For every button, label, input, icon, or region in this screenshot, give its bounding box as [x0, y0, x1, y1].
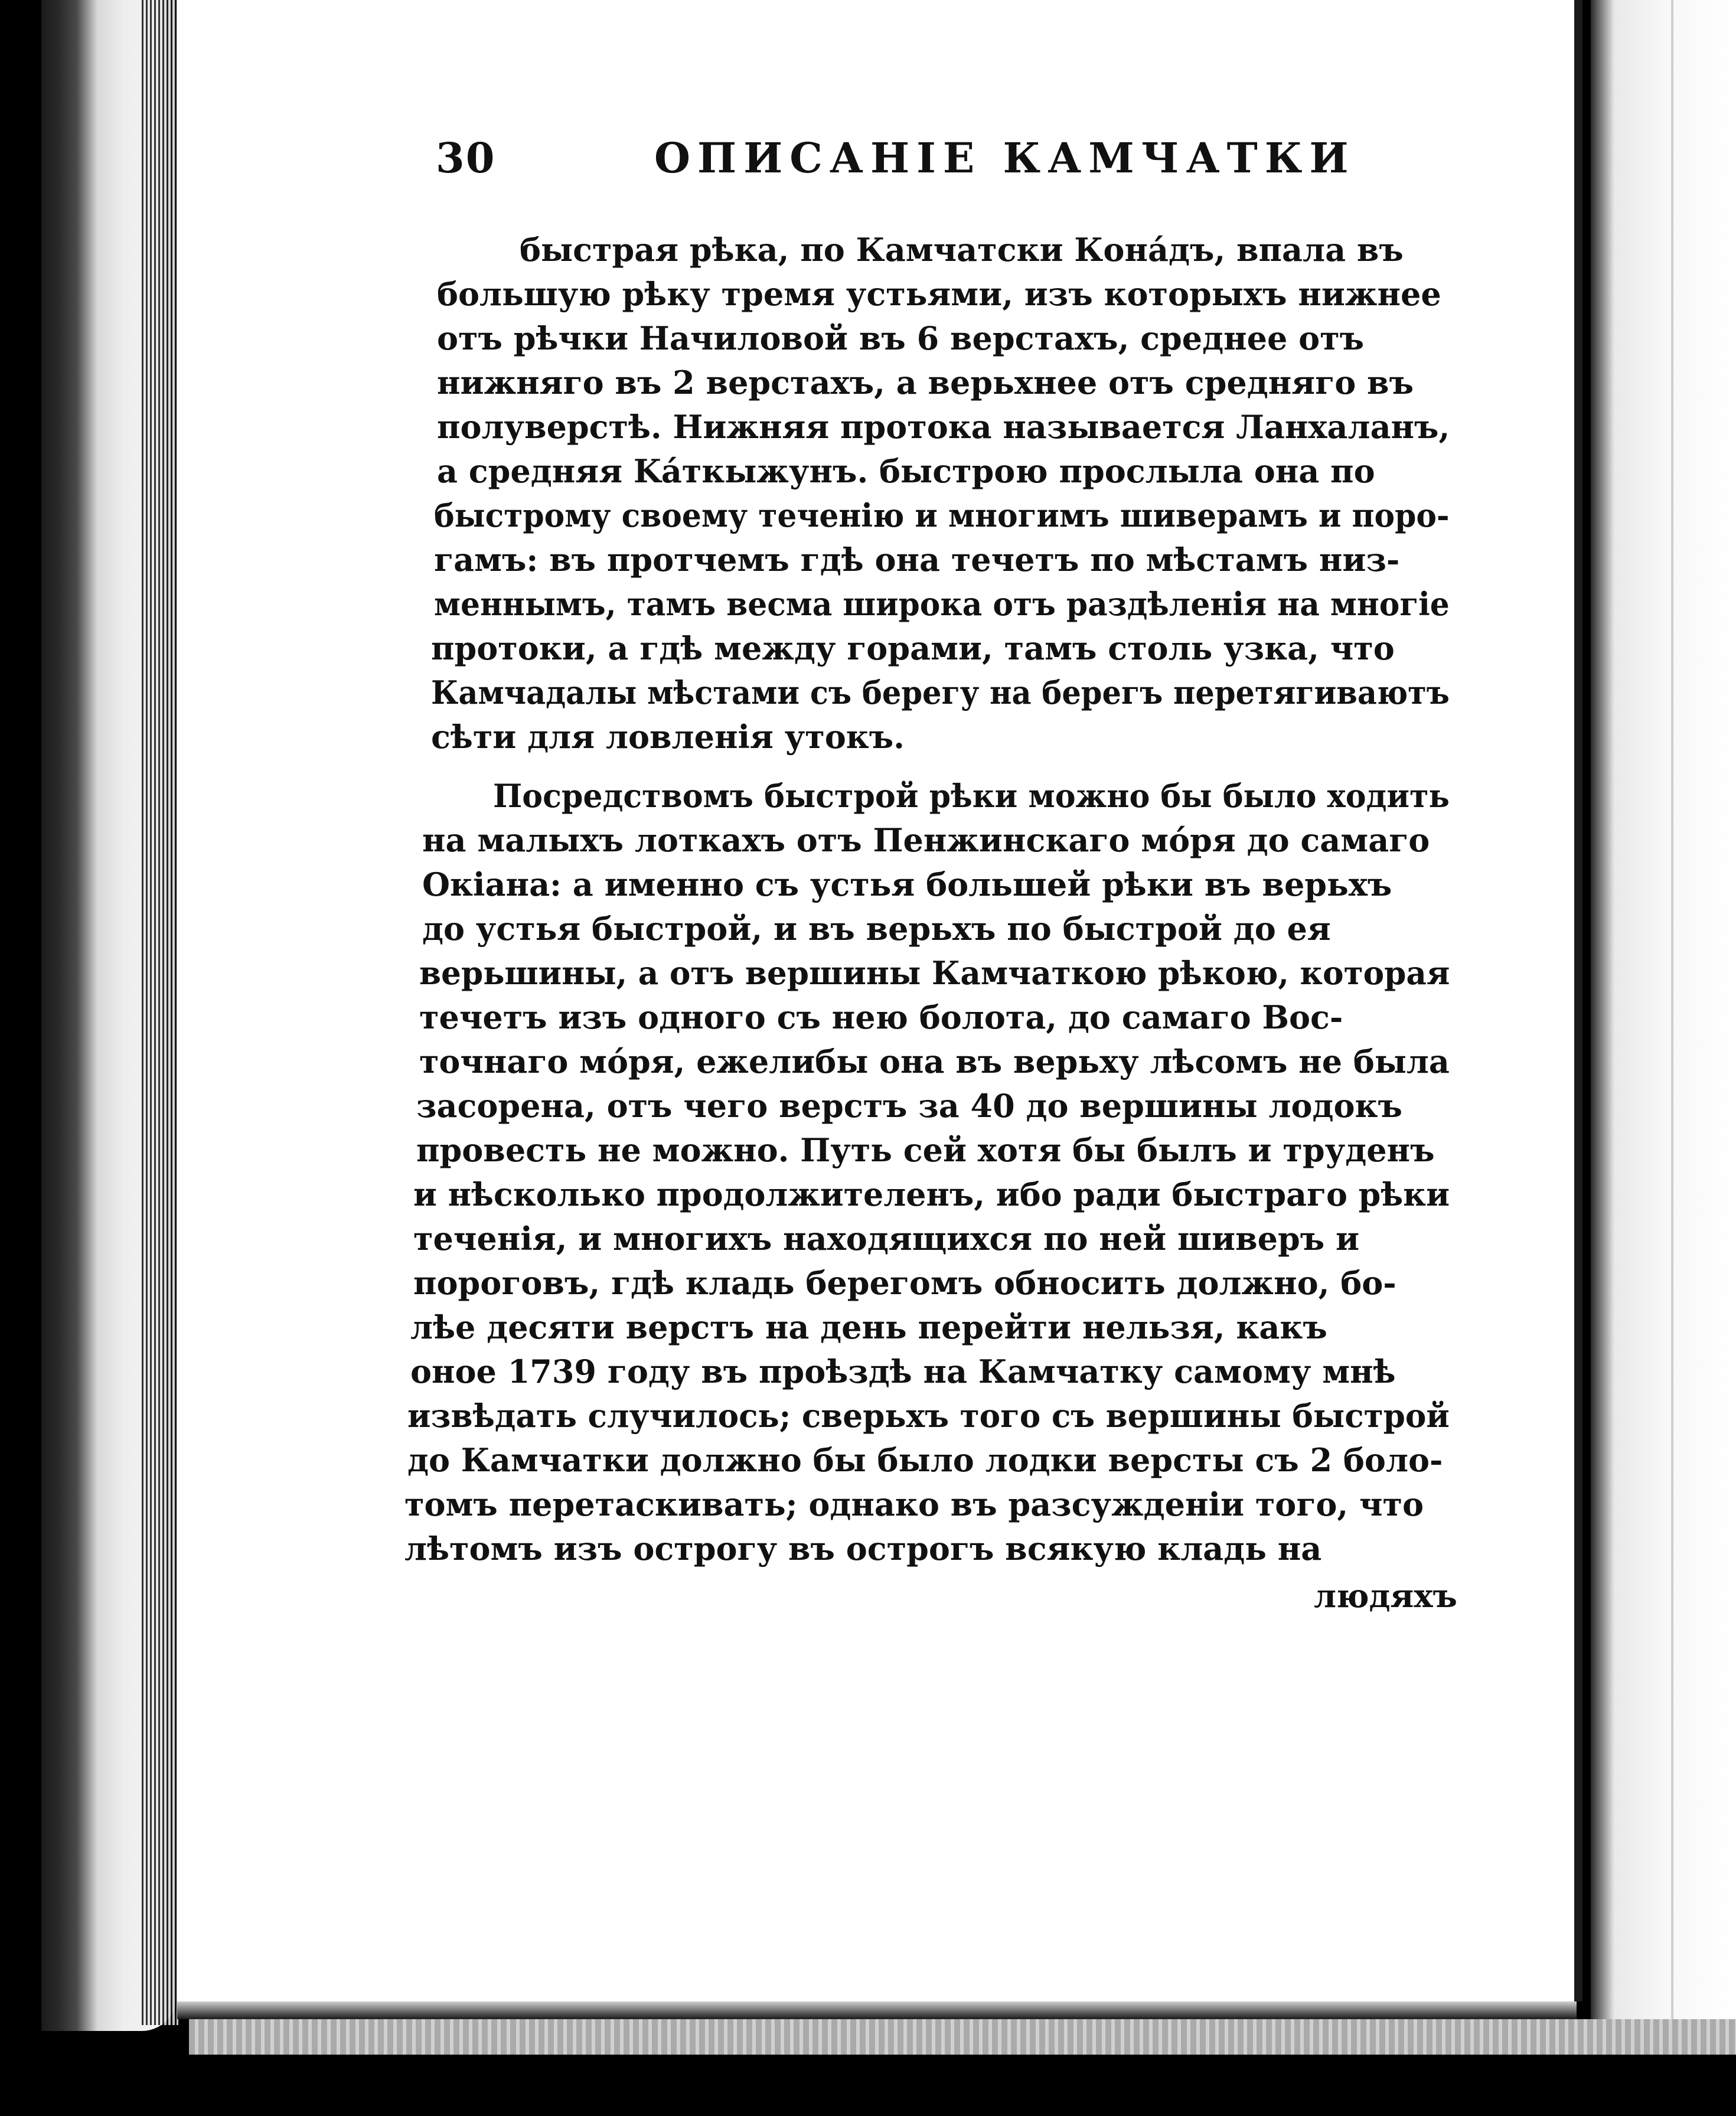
text-line: на малыхъ лоткахъ отъ Пенжинскаго мóря до самаго — [422, 821, 1430, 859]
text-line: отъ рѣчки Начиловой въ 6 верстахъ, среднее отъ — [437, 319, 1365, 357]
text-line: извѣдать случилось; сверьхъ того съ вершины быстрой — [407, 1397, 1450, 1435]
catchword: людяхъ — [1314, 1577, 1457, 1615]
text-line: большую рѣку тремя устьями, изъ которыхъ нижнее — [437, 275, 1441, 313]
right-page-strip — [1591, 0, 1736, 2019]
text-line: точнаго мóря, ежелибы она въ верьху лѣсомъ не была — [419, 1043, 1450, 1080]
text-line: меннымъ, тамъ весма широка отъ раздѣленiя на многiе — [434, 585, 1450, 623]
text-line: быстрому своему теченiю и многимъ шиверамъ и поро- — [434, 497, 1450, 534]
page-bottom-shadow — [177, 2001, 1577, 2019]
running-head: ОПИСАНIЕ КАМЧАТКИ — [654, 133, 1356, 182]
text-line: Окiана: а именно съ устья большей рѣки въ верьхъ — [422, 866, 1392, 903]
text-line: лѣе десяти верстъ на день перейти нельзя, какъ — [410, 1308, 1327, 1346]
text-line: нижняго въ 2 верстахъ, а верьхнее отъ средняго въ — [437, 364, 1414, 401]
text-line: верьшины, а отъ вершины Камчаткою рѣкою, которая — [419, 954, 1450, 992]
text-line: быстрая рѣка, по Камчатски Конáдъ, впала въ — [520, 231, 1404, 269]
text-line: Посредствомъ быстрой рѣки можно бы было ходить — [493, 777, 1450, 815]
text-line: томъ перетаскивать; однако въ разсужденiи того, что — [404, 1485, 1424, 1523]
text-line: протоки, а гдѣ между горами, тамъ столь узка, что — [431, 629, 1395, 667]
text-line: а средняя Káткыжунъ. быстрою прослыла она по — [437, 452, 1375, 490]
page-edge-lines — [142, 0, 178, 2025]
text-line: и нѣсколько продолжителенъ, ибо ради быстраго рѣки — [413, 1175, 1450, 1213]
text-line: сѣти для ловленiя утокъ. — [431, 718, 905, 756]
text-line: течетъ изъ одного съ нею болота, до самаго Вос- — [419, 998, 1343, 1036]
text-line: гамъ: въ протчемъ гдѣ она течетъ по мѣстамъ низ- — [434, 541, 1400, 579]
text-line: полуверстѣ. Нижняя протока называется Ланхаланъ, — [437, 408, 1450, 446]
text-line: засорена, отъ чего верстъ за 40 до вершины лодокъ — [416, 1087, 1402, 1125]
text-line: лѣтомъ изъ острогу въ острогъ всякую кладь на — [404, 1530, 1322, 1568]
page-number: 30 — [436, 133, 496, 182]
text-line: теченiя, и многихъ находящихся по ней шиверъ и — [413, 1220, 1360, 1258]
book-gutter — [0, 0, 41, 2116]
text-line: провесть не можно. Путь сей хотя бы былъ и труденъ — [416, 1131, 1435, 1169]
text-line: Камчадалы мѣстами съ берегу на берегъ перетягиваютъ — [431, 674, 1450, 711]
text-line: оное 1739 году въ проѣздѣ на Камчатку самому мнѣ — [410, 1353, 1396, 1390]
right-page-edge — [1671, 0, 1673, 2019]
text-line: пороговъ, гдѣ кладь берегомъ обносить должно, бо- — [413, 1264, 1396, 1302]
text-line: до Камчатки должно бы было лодки версты съ 2 боло- — [407, 1441, 1443, 1479]
page-bottom-edge — [189, 2019, 1736, 2055]
text-line: до устья быстрой, и въ верьхъ по быстрой до ея — [422, 910, 1331, 948]
